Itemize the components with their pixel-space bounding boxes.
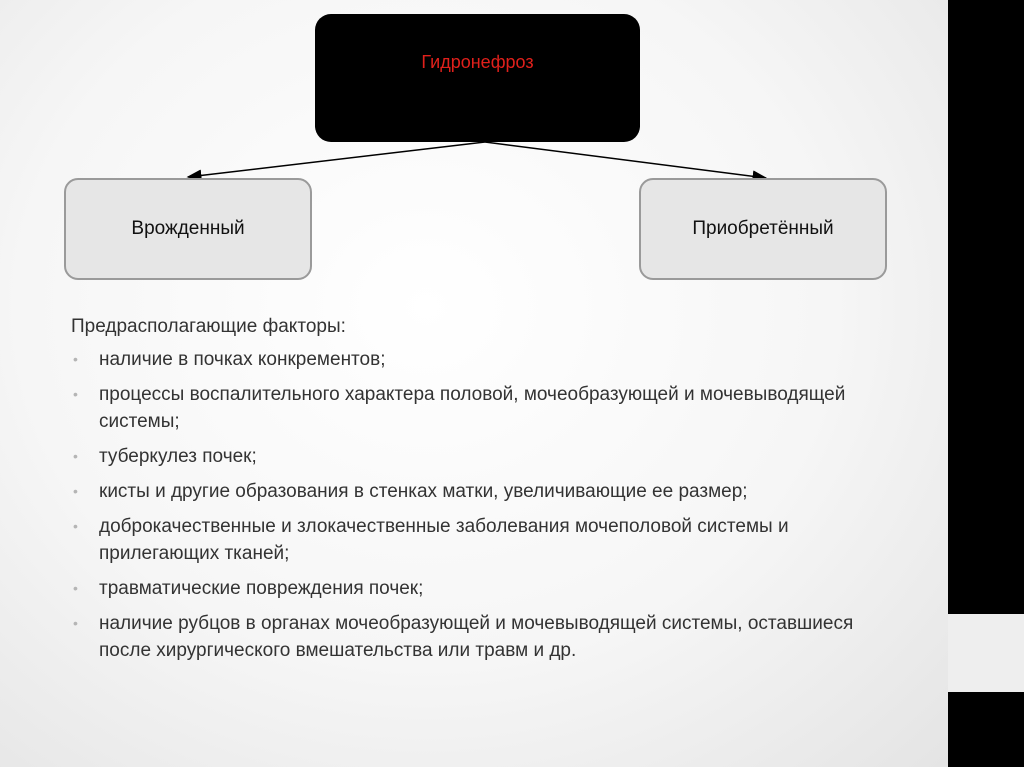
arrow-to-congenital: [188, 142, 485, 177]
root-node-label: Гидронефроз: [421, 51, 534, 72]
bullet-icon: •: [73, 483, 78, 499]
list-item: [71, 381, 901, 435]
node-congenital-label: Врожденный: [131, 218, 245, 239]
node-acquired: [639, 178, 887, 280]
factors-list: [71, 346, 901, 664]
list-item-text: травматические повреждения почек;: [99, 578, 424, 599]
list-item: [71, 513, 901, 567]
list-item-text: туберкулез почек;: [99, 446, 257, 467]
bullet-icon: •: [73, 448, 78, 464]
node-congenital: [64, 178, 312, 280]
factors-section: [71, 313, 901, 672]
node-acquired-label: Приобретённый: [692, 218, 834, 239]
list-item-text: наличие в почках конкрементов;: [99, 349, 386, 370]
list-item: [71, 575, 901, 602]
bullet-icon: •: [73, 386, 78, 402]
root-node: [315, 14, 640, 142]
list-item-text: доброкачественные и злокачественные заболевания мочеполовой системы и прилегающих тканей;: [99, 516, 789, 564]
bullet-icon: •: [73, 580, 78, 596]
list-item-text: процессы воспалительного характера половой, мочеобразующей и мочевыводящей системы;: [99, 384, 846, 432]
list-item: [71, 610, 901, 664]
list-item: [71, 346, 901, 373]
arrow-to-acquired: [485, 142, 766, 178]
bullet-icon: •: [73, 351, 78, 367]
list-item-text: наличие рубцов в органах мочеобразующей и мочевыводящей системы, оставшиеся после хирургического вмешательства или травм и др.: [99, 613, 854, 661]
list-item: [71, 478, 901, 505]
list-item-text: кисты и другие образования в стенках матки, увеличивающие ее размер;: [99, 481, 748, 502]
list-item: [71, 443, 901, 470]
bullet-icon: •: [73, 615, 78, 631]
factors-heading: Предрасполагающие факторы:: [71, 316, 346, 337]
bullet-icon: •: [73, 518, 78, 534]
side-panel: [948, 614, 1024, 692]
